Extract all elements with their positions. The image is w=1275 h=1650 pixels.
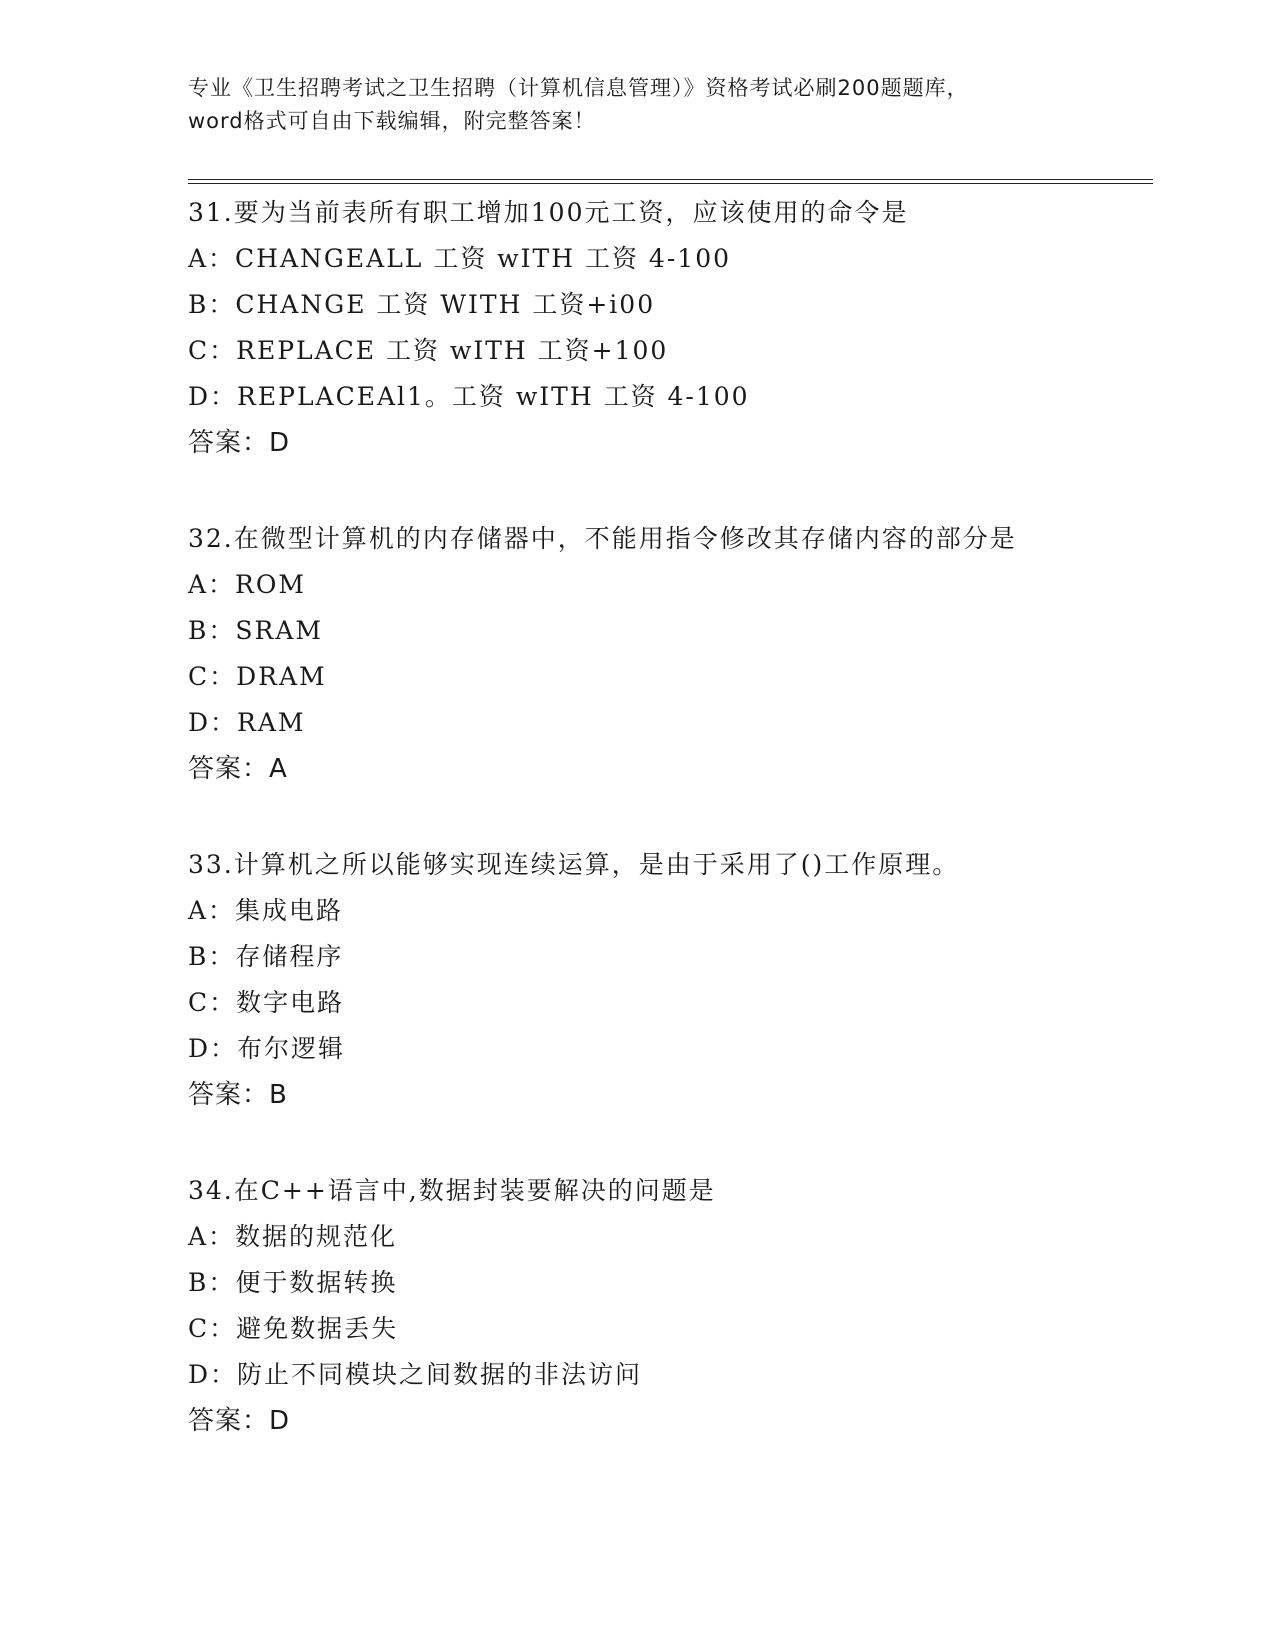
question-list (188, 190, 1153, 1444)
question-33 (188, 842, 1153, 1118)
question-31 (188, 190, 1153, 466)
option-c: C：REPLACE 工资 wITH 工资+100 (188, 336, 669, 365)
question-stem: 34.在C++语言中,数据封装要解决的问题是 (188, 1176, 716, 1205)
header-title-line-1: 专业《卫生招聘考试之卫生招聘（计算机信息管理）》资格考试必刷200题题库， (188, 76, 969, 100)
option-a: A：数据的规范化 (188, 1222, 398, 1251)
option-b: B：便于数据转换 (188, 1268, 398, 1297)
question-stem: 32.在微型计算机的内存储器中，不能用指令修改其存储内容的部分是 (188, 524, 1017, 553)
option-d: D：防止不同模块之间数据的非法访问 (188, 1360, 643, 1389)
document-header (188, 72, 1088, 138)
option-b: B：存储程序 (188, 942, 344, 971)
question-stem: 31.要为当前表所有职工增加100元工资，应该使用的命令是 (188, 198, 909, 227)
option-b: B：SRAM (188, 616, 323, 645)
option-d: D：REPLACEAl1。工资 wITH 工资 4-100 (188, 382, 750, 411)
question-34 (188, 1168, 1153, 1444)
answer: 答案：B (188, 1080, 288, 1110)
option-b: B：CHANGE 工资 WITH 工资+i00 (188, 290, 656, 319)
answer: 答案：D (188, 428, 291, 458)
option-d: D：RAM (188, 708, 306, 737)
option-c: C：避免数据丢失 (188, 1314, 399, 1343)
question-32 (188, 516, 1153, 792)
answer: 答案：D (188, 1406, 291, 1436)
option-c: C：数字电路 (188, 988, 345, 1017)
header-divider (188, 179, 1153, 184)
answer: 答案：A (188, 754, 288, 784)
option-a: A：ROM (188, 570, 306, 599)
option-a: A：CHANGEALL 工资 wITH 工资 4-100 (188, 244, 731, 273)
header-title-line-2: word格式可自由下载编辑，附完整答案！ (188, 109, 596, 133)
option-a: A：集成电路 (188, 896, 344, 925)
question-stem: 33.计算机之所以能够实现连续运算，是由于采用了()工作原理。 (188, 850, 960, 879)
option-c: C：DRAM (188, 662, 327, 691)
option-d: D：布尔逻辑 (188, 1034, 346, 1063)
